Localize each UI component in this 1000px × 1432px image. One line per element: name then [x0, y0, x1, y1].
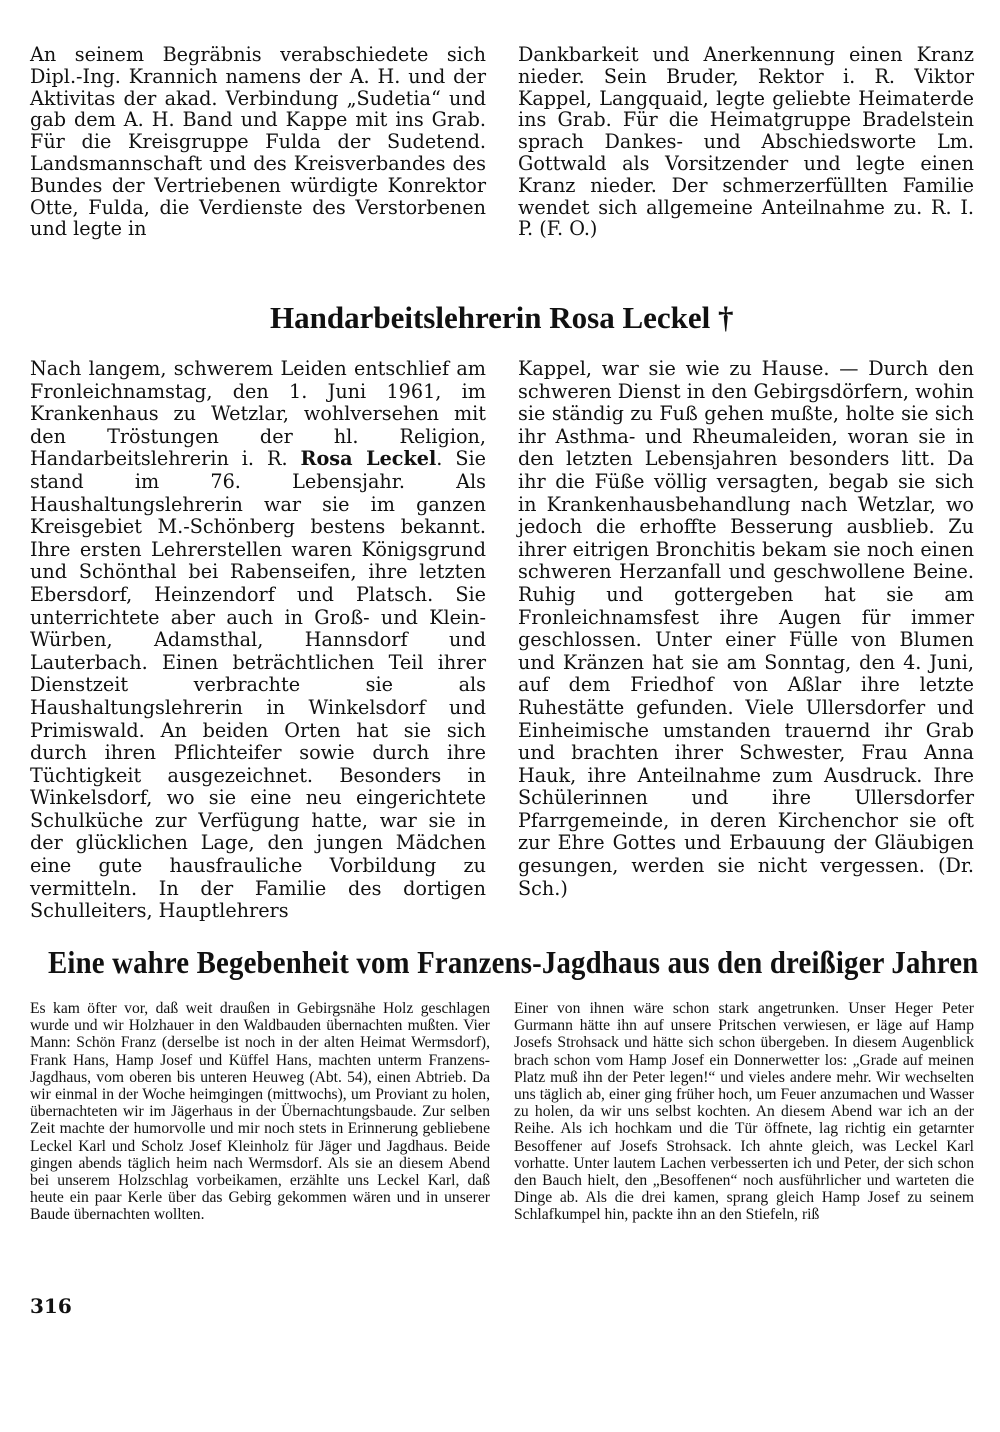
- paragraph: Es kam öfter vor, daß weit draußen in Gebirgsnähe Holz geschlagen wurde und wir Holzhauer in den Waldbauden übernachten mußten. Vier Mann: Schön Franz (derselbe ist noch in der alten Heimat Wermsdorf), Frank Hans, Hamp Josef und Küffel Hans, machten unterm Franzens-Jagdhaus, vom oberen bis unteren Heuweg (Abt. 54), einen Abtrieb. Da wir einmal in der Woche heimgingen (mittwochs), um Proviant zu holen, übernachteten wir im Jägerhaus in der Übernachtungsbaude. Zur selben Zeit machte der humorvolle und mir noch stets in Erinnerung gebliebene Leckel Karl und Scholz Josef Kleinholz für Jäger und Jagdhaus. Beide gingen abends täglich heim nach Wermsdorf. Als sie an diesem Abend bei unserem Holzschlag vorbeikamen, erzählte uns Leckel Karl, daß heute ein paar Kerle über das Gebirg gekommen wären und in unserer Baude übernachten wollten.: [30, 1000, 490, 1224]
- paragraph: Dankbarkeit und Anerkennung einen Kranz nieder. Sein Bruder, Rektor i. R. Viktor Kappel, Langquaid, legte geliebte Heimaterde ins Grab. Für die Heimatgruppe Bradelstein sprach Dankes- und Abschiedsworte Lm. Gottwald als Vorsitzender und legte einen Kranz nieder. Der schmerzerfüllten Familie wendet sich allgemeine Anteilnahme zu. R. I. P. (F. O.): [518, 43, 974, 241]
- column-right: [518, 44, 974, 240]
- column-left: [30, 358, 486, 923]
- text-segment: . Sie stand im 76. Lebensjahr. Als Haushaltungslehrerin war sie im ganzen Kreisgebiet M.-Schönberg bestens bekannt. Ihre ersten Lehrerstellen waren Königsgrund und Schönthal bei Rabenseifen, ihre letzten Ebersdorf, Heinzendorf und Platsch. Sie unterrichtete aber auch in Groß- und Klein-Würben, Adamsthal, Hannsdorf und Lauterbach. Einen beträchtlichen Teil ihrer Dienstzeit verbrachte sie als Haushaltungslehrerin in Winkelsdorf und Primiswald. An beiden Orten hat sie sich durch ihren Pflichteifer sowie durch ihre Tüchtigkeit ausgezeichnet. Besonders in Winkelsdorf, wo sie eine neu eingerichtete Schulküche zur Verfügung hatte, war sie in der glücklichen Lage, den jungen Mädchen eine gute hausfrauliche Vorbildung zu vermitteln. In der Familie des dortigen Schulleiters, Hauptlehrers: [30, 447, 486, 923]
- text-segment: Nach langem, schwerem Leiden entschlief am Fronleichnamstag, den 1. Juni 1961, im Krankenhaus zu Wetzlar, wohlversehen mit den Tröstungen der hl. Religion, Handarbeitslehrerin i. R.: [30, 357, 486, 471]
- paragraph: Einer von ihnen wäre schon stark angetrunken. Unser Heger Peter Gurmann hätte ihn auf unsere Pritschen verwiesen, er läge auf Hamp Josefs Strohsack und hätte sich schon übergeben. In diesem Augenblick brach schon vom Hamp Josef ein Donnerwetter los: „Grade auf meinen Platz muß ihn der Peter legen!“ und vieles andere mehr. Wir wechselten uns täglich ab, einer ging früher hoch, um Feuer anzumachen und Wasser zu holen, da wir uns selbst kochten. An diesem Abend war ich an der Reihe. Als ich hochkam und die Tür öffnete, lag richtig ein getarnter Besoffener auf Josefs Strohsack. Ich ahnte gleich, was Leckel Karl vorhatte. Unter lautem Lachen verbesserten ich und Peter, der sich schon den Bauch hielt, den „Besoffenen“ noch ausführlicher und warteten die Dinge ab. Als die drei kamen, sprang gleich Hamp Josef zu seinem Schlafkumpel hin, packte ihn an den Stiefeln, riß: [514, 1000, 974, 1224]
- leckel-article: [30, 358, 974, 923]
- obituary-continuation: [30, 44, 974, 240]
- page-number: 316: [30, 1294, 72, 1318]
- article-heading: Handarbeitslehrerin Rosa Leckel †: [270, 300, 734, 335]
- paragraph: An seinem Begräbnis verabschiedete sich Dipl.-Ing. Krannich namens der A. H. und der Aktivitas der akad. Verbindung „Sudetia“ und gab dem A. H. Band und Kappe mit ins Grab. Für die Kreisgruppe Fulda der Sudetend. Landsmannschaft und des Kreisverbandes des Bundes der Vertriebenen würdigte Konrektor Otte, Fulda, die Verdienste des Verstorbenen und legte in: [30, 43, 486, 241]
- paragraph: [30, 358, 486, 923]
- paragraph: Kappel, war sie wie zu Hause. — Durch den schweren Dienst in den Gebirgsdörfern, wohin sie ständig zu Fuß gehen mußte, holte sie sich ihr Asthma- und Rheumaleiden, woran sie in den letzten Lebensjahren besonders litt. Da ihr die Füße völlig versagten, begab sie sich in Krankenhausbehandlung nach Wetzlar, wo jedoch die erhoffte Besserung ausblieb. Zu ihrer eitrigen Bronchitis bekam sie noch einen schweren Herzanfall und geschwollene Beine. Ruhig und gottergeben hat sie am Fronleichnamsfest ihre Augen für immer geschlossen. Unter einer Fülle von Blumen und Kränzen hat sie am Sonntag, den 4. Juni, auf dem Friedhof von Aßlar ihre letzte Ruhestätte gefunden. Viele Ullersdorfer und Einheimische umstanden trauernd ihr Grab und brachten ihrer Schwester, Frau Anna Hauk, ihre Anteilnahme zum Ausdruck. Ihre Schülerinnen und ihre Ullersdorfer Pfarrgemeinde, in deren Kirchenchor sie oft zur Ehre Gottes und Erbauung der Gläubigen gesungen, werden sie nicht vergessen. (Dr. Sch.): [518, 357, 974, 900]
- article-heading: Eine wahre Begebenheit vom Franzens-Jagdhaus aus den dreißiger Jahren: [48, 944, 979, 980]
- deceased-name: Rosa Leckel: [300, 447, 437, 471]
- column-left: [30, 44, 486, 240]
- column-right: [514, 1000, 974, 1224]
- story-article: [30, 1000, 974, 1224]
- column-left: [30, 1000, 490, 1224]
- column-right: [518, 358, 974, 923]
